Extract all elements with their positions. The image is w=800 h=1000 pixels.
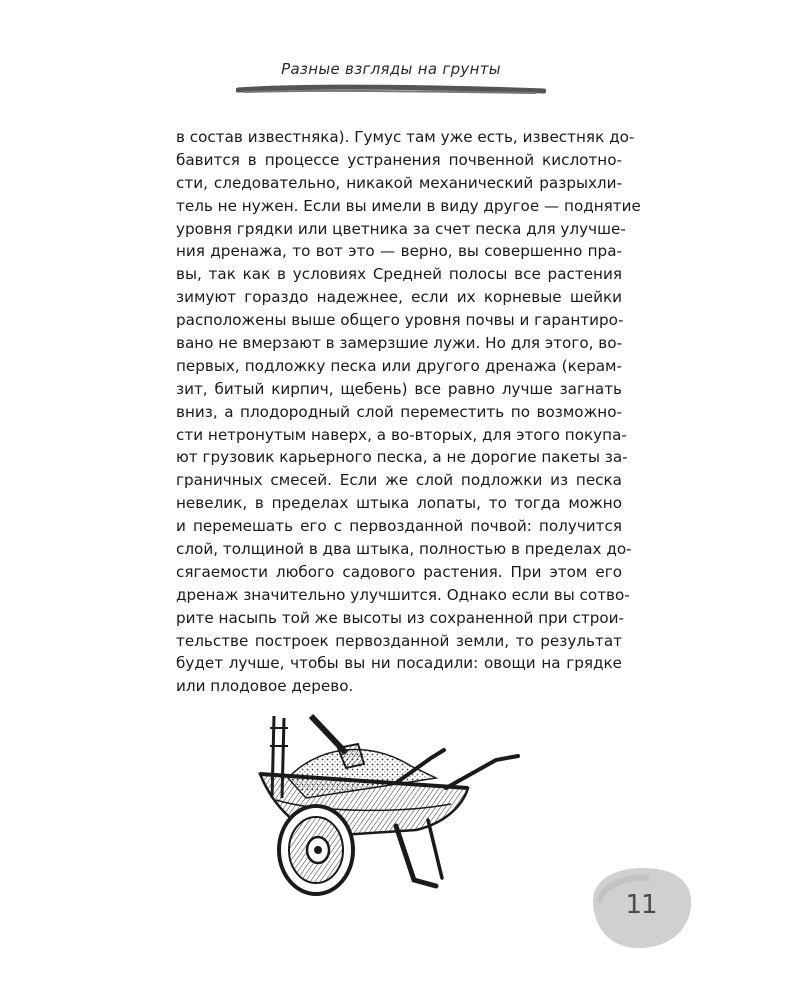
text-line: или плодовое дерево.	[176, 677, 354, 696]
text-line: граничных смесей. Если же слой подложки из песка	[176, 471, 622, 490]
wheel	[279, 806, 353, 894]
text-line: вниз, а плодородный слой переместить по возможно-	[176, 402, 622, 421]
text-line: слой, толщиной в два штыка, полностью в пределах до-	[176, 540, 632, 559]
body-text	[176, 126, 641, 698]
header-brush-rule	[236, 82, 546, 98]
text-line: рите насыпь той же высоты из сохраненной при строи-	[176, 608, 624, 627]
text-line: зимуют гораздо надежнее, если их корневые шейки	[176, 288, 622, 307]
text-line: сти нетронутым наверх, а во-вторых, для этого покупа-	[176, 425, 627, 444]
text-line: в состав известняка). Гумус там уже есть, известняк до-	[176, 128, 635, 146]
text-line: ют грузовик карьерного песка, а не дорогие пакеты за-	[176, 448, 628, 467]
running-title: Разные взгляды на грунты	[281, 60, 501, 78]
text-line: дренаж значительно улучшится. Однако если вы сотво-	[176, 585, 630, 604]
wheelbarrow-illustration	[246, 708, 536, 908]
text-line: расположены выше общего уровня почвы и гарантиро-	[176, 311, 624, 330]
text-line: уровня грядки или цветника за счет песка для улучше-	[176, 219, 626, 238]
text-line: и перемешать его с первозданной почвой: получится	[176, 517, 622, 536]
page-number-badge	[585, 862, 697, 956]
text-line: сягаемости любого садового растения. При этом его	[176, 562, 622, 581]
text-line: тель не нужен. Если вы имели в виду другое — поднятие	[176, 196, 641, 215]
text-line: будет лучше, чтобы вы ни посадили: овощи на грядке	[176, 654, 622, 673]
text-line: вы, так как в условиях Средней полосы все растения	[176, 265, 622, 284]
running-head	[236, 56, 546, 106]
text-line: вано не вмерзают в замерзшие лужи. Но для этого, во-	[176, 334, 622, 353]
text-line: тельстве построек первозданной земли, то результат	[176, 631, 622, 650]
text-line: ния дренажа, то вот это — верно, вы совершенно пра-	[176, 242, 622, 261]
text-line: бавится в процессе устранения почвенной кислотно-	[176, 150, 622, 169]
text-line: зит, битый кирпич, щебень) все равно лучше загнать	[176, 379, 622, 398]
text-line: сти, следовательно, никакой механический разрыхли-	[176, 173, 622, 192]
page-number: 11	[625, 890, 657, 920]
text-line: первых, подложку песка или другого дренажа (керам-	[176, 356, 622, 375]
handle-bars	[396, 750, 518, 788]
text-line: невелик, в пределах штыка лопаты, то тогда можно	[176, 494, 622, 513]
